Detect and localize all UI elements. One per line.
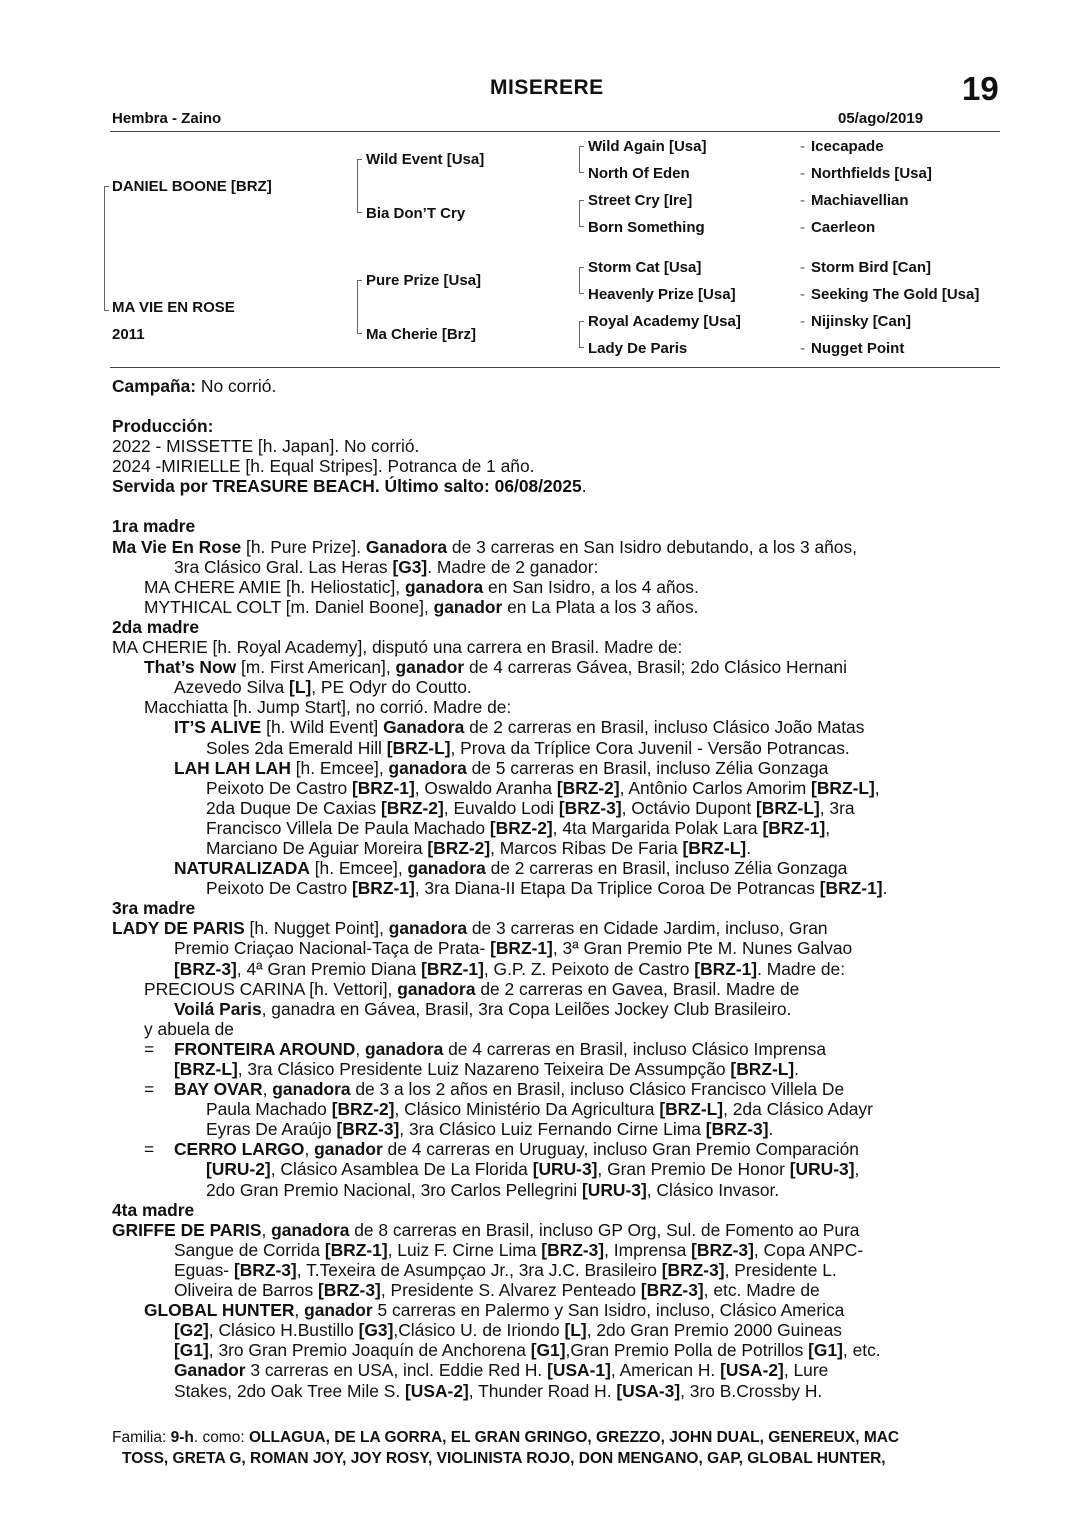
second-dam-line: Soles 2da Emerald Hill [BRZ-L], Prova da Tríplice Cora Juvenil - Versão Potrancas. [206,737,850,758]
second-dam-line: Peixoto De Castro [BRZ-1], 3ra Diana-II Etapa Da Triplice Coroa De Potrancas [BRZ-1]. [206,878,888,899]
third-dam-line: [BRZ-3], 4ª Gran Premio Diana [BRZ-1], G.P. Z. Peixoto de Castro [BRZ-1]. Madre de: [174,958,846,979]
second-dam-line: LAH LAH LAH [h. Emcee], ganadora de 5 carreras en Brasil, incluso Zélia Gonzaga [174,757,829,778]
bracket-line [579,321,584,322]
second-dam-line: MA CHERIE [h. Royal Academy], disputó una carrera en Brasil. Madre de: [112,637,683,658]
pedigree-g3: Born Something [588,219,705,236]
pedigree-g4: - Nijinsky [Can] [800,313,912,330]
campaign-line: Campaña: No corrió. [112,376,277,396]
pedigree-g4: - Northfields [Usa] [800,165,932,182]
third-dam-line: = FRONTEIRA AROUND, ganadora de 4 carreras en Brasil, incluso Clásico Imprensa [144,1038,827,1059]
second-dam-line: NATURALIZADA [h. Emcee], ganadora de 2 carreras en Brasil, incluso Zélia Gonzaga [174,858,848,879]
fourth-dam-line: Stakes, 2do Oak Tree Mile S. [USA-2], Thunder Road H. [USA-3], 3ro B.Crossby H. [174,1380,823,1401]
fourth-dam-line: Oliveira de Barros [BRZ-3], Presidente S. Alvarez Penteado [BRZ-3], etc. Madre de [174,1280,820,1301]
pedigree-g4: - Machiavellian [800,192,909,209]
third-dam-line: y abuela de [144,1018,234,1039]
production-item: 2024 -MIRIELLE [h. Equal Stripes]. Potranca de 1 año. [112,456,535,477]
third-dam-line: [URU-2], Clásico Asamblea De La Florida [URU-3], Gran Premio De Honor [URU-3], [206,1159,860,1180]
sex-color: Hembra - Zaino [112,110,222,127]
fourth-dam-line: GLOBAL HUNTER, ganador 5 carreras en Palermo y San Isidro, incluso, Clásico America [144,1300,845,1321]
third-dam-line: [BRZ-L], 3ra Clásico Presidente Luiz Nazareno Teixeira De Assumpção [BRZ-L]. [174,1059,800,1079]
second-dam-line: Peixoto De Castro [BRZ-1], Oswaldo Aranha [BRZ-2], Antônio Carlos Amorim [BRZ-L], [206,777,880,798]
family-line: TOSS, GRETA G, ROMAN JOY, JOY ROSY, VIOLINISTA ROJO, DON MENGANO, GAP, GLOBAL HUNTER, [122,1450,886,1467]
pedigree-g3: Royal Academy [Usa] [588,313,741,330]
bracket-line [579,267,584,268]
bracket-line [104,186,105,310]
pedigree-g3: North Of Eden [588,165,690,182]
first-dam-line: 3ra Clásico Gral. Las Heras [G3]. Madre de 2 ganador: [174,556,599,577]
bracket-line [357,212,362,213]
bracket-line [579,293,584,294]
pedigree-g2: Bia Don’T Cry [366,205,466,222]
pedigree-g3: Street Cry [Ire] [588,192,693,209]
bracket-line [579,146,580,173]
second-dam-line: Azevedo Silva [L], PE Odyr do Coutto. [174,677,472,698]
first-dam-line: Ma Vie En Rose [h. Pure Prize]. Ganadora de 3 carreras en San Isidro debutando, a los 3 años, [112,536,857,557]
fourth-dam-line: Eguas- [BRZ-3], T.Texeira de Asumpçao Jr., 3ra J.C. Brasileiro [BRZ-3], Presidente L. [174,1259,837,1280]
page-number: 19 [962,70,999,107]
bracket-line [357,280,362,281]
fourth-dam-line: [G2], Clásico H.Bustillo [G3],Clásico U. de Iriondo [L], 2do Gran Premio 2000 Guineas [174,1320,842,1341]
second-dam-line: That’s Now [m. First American], ganador de 4 carreras Gávea, Brasil; 2do Clásico Hernani [144,657,847,678]
production-item: 2022 - MISSETTE [h. Japan]. No corrió. [112,436,420,457]
first-dam-line: MYTHICAL COLT [m. Daniel Boone], ganador en La Plata a los 3 años. [144,596,699,617]
header-divider [110,131,1000,132]
bracket-line [579,172,584,173]
bracket-line [357,159,358,213]
family-line: Familia: 9-h. como: OLLAGUA, DE LA GORRA, EL GRAN GRINGO, GREZZO, JOHN DUAL, GENEREUX, MAC [112,1429,900,1446]
bracket-line [357,333,362,334]
pedigree-divider [110,367,1000,368]
third-dam-line: Voilá Paris, ganadra en Gávea, Brasil, 3ra Copa Leilões Jockey Club Brasileiro. [174,998,792,1019]
third-dam-line: LADY DE PARIS [h. Nugget Point], ganadora de 3 carreras en Cidade Jardim, incluso, Gran [112,918,828,939]
pedigree-g2: Pure Prize [Usa] [366,272,482,289]
third-dam-line: Paula Machado [BRZ-2], Clásico Ministério Da Agricultura [BRZ-L], 2da Clásico Adayr [206,1099,873,1120]
third-dam-line: Eyras De Araújo [BRZ-3], 3ra Clásico Luiz Fernando Cirne Lima [BRZ-3]. [206,1119,774,1140]
bracket-line [579,226,584,227]
pedigree-g3: Lady De Paris [588,340,688,357]
pedigree-g2: Wild Event [Usa] [366,151,485,168]
pedigree-dam-year: 2011 [112,326,145,343]
bracket-line [579,146,584,147]
fourth-dam-line: Sangue de Corrida [BRZ-1], Luiz F. Cirne Lima [BRZ-3], Imprensa [BRZ-3], Copa ANPC- [174,1239,864,1260]
bracket-line [104,310,109,311]
fourth-dam-line: Ganador 3 carreras en USA, incl. Eddie Red H. [USA-1], American H. [USA-2], Lure [174,1360,829,1381]
bracket-line [357,159,362,160]
second-dam-line: Francisco Villela De Paula Machado [BRZ-2], 4ta Margarida Polak Lara [BRZ-1], [206,817,831,838]
third-dam-line: PRECIOUS CARINA [h. Vettori], ganadora de 2 carreras en Gavea, Brasil. Madre de [144,978,800,999]
bracket-line [579,200,580,227]
second-dam-heading: 2da madre [112,616,199,637]
bracket-line [579,200,584,201]
first-dam-heading: 1ra madre [112,516,196,537]
second-dam-line: 2da Duque De Caxias [BRZ-2], Euvaldo Lodi [BRZ-3], Octávio Dupont [BRZ-L], 3ra [206,797,855,818]
fourth-dam-line: [G1], 3ro Gran Premio Joaquín de Anchorena [G1],Gran Premio Polla de Potrillos [G1], etc. [174,1340,881,1361]
pedigree-g4: - Caerleon [800,219,876,236]
family-footer [112,1427,1002,1469]
third-dam-line: = BAY OVAR, ganadora de 3 a los 2 años en Brasil, incluso Clásico Francisco Villela De [144,1079,845,1100]
bracket-line [104,186,109,187]
pedigree-g4: - Storm Bird [Can] [800,259,931,276]
pedigree-g3: Storm Cat [Usa] [588,259,702,276]
bracket-line [579,347,584,348]
pedigree-g3: Heavenly Prize [Usa] [588,286,736,303]
bracket-line [357,280,358,334]
production-heading: Producción: [112,416,214,437]
bracket-line [579,267,580,294]
served-line: Servida por TREASURE BEACH. Último salto: 06/08/2025. [112,476,587,497]
birth-date: 05/ago/2019 [838,110,924,127]
pedigree-g3: Wild Again [Usa] [588,138,707,155]
bracket-line [579,321,580,348]
pedigree-g4: - Seeking The Gold [Usa] [800,286,980,303]
third-dam-line: = CERRO LARGO, ganador de 4 carreras en Uruguay, incluso Gran Premio Comparación [144,1139,859,1160]
pedigree-sire: DANIEL BOONE [BRZ] [112,178,272,195]
page-title: MISERERE [490,76,604,99]
fourth-dam-heading: 4ta madre [112,1199,195,1220]
second-dam-line: IT’S ALIVE [h. Wild Event] Ganadora de 2 carreras en Brasil, incluso Clásico João Matas [174,717,865,738]
second-dam-line: Macchiatta [h. Jump Start], no corrió. Madre de: [144,697,512,718]
third-dam-line: 2do Gran Premio Nacional, 3ro Carlos Pellegrini [URU-3], Clásico Invasor. [206,1179,780,1200]
produce-record [112,376,1000,1401]
fourth-dam-line: GRIFFE DE PARIS, ganadora de 8 carreras en Brasil, incluso GP Org, Sul. de Fomento ao Pura [112,1219,860,1240]
pedigree-g4: - Nugget Point [800,340,905,357]
pedigree-g2: Ma Cherie [Brz] [366,326,477,343]
second-dam-line: Marciano De Aguiar Moreira [BRZ-2], Marcos Ribas De Faria [BRZ-L]. [206,837,752,858]
first-dam-line: MA CHERE AMIE [h. Heliostatic], ganadora en San Isidro, a los 4 años. [144,576,699,597]
third-dam-line: Premio Criaçao Nacional-Taça de Prata- [BRZ-1], 3ª Gran Premio Pte M. Nunes Galvao [174,938,853,959]
pedigree-dam: MA VIE EN ROSE [112,299,235,316]
pedigree-g4: - Icecapade [800,138,884,155]
third-dam-heading: 3ra madre [112,898,196,919]
